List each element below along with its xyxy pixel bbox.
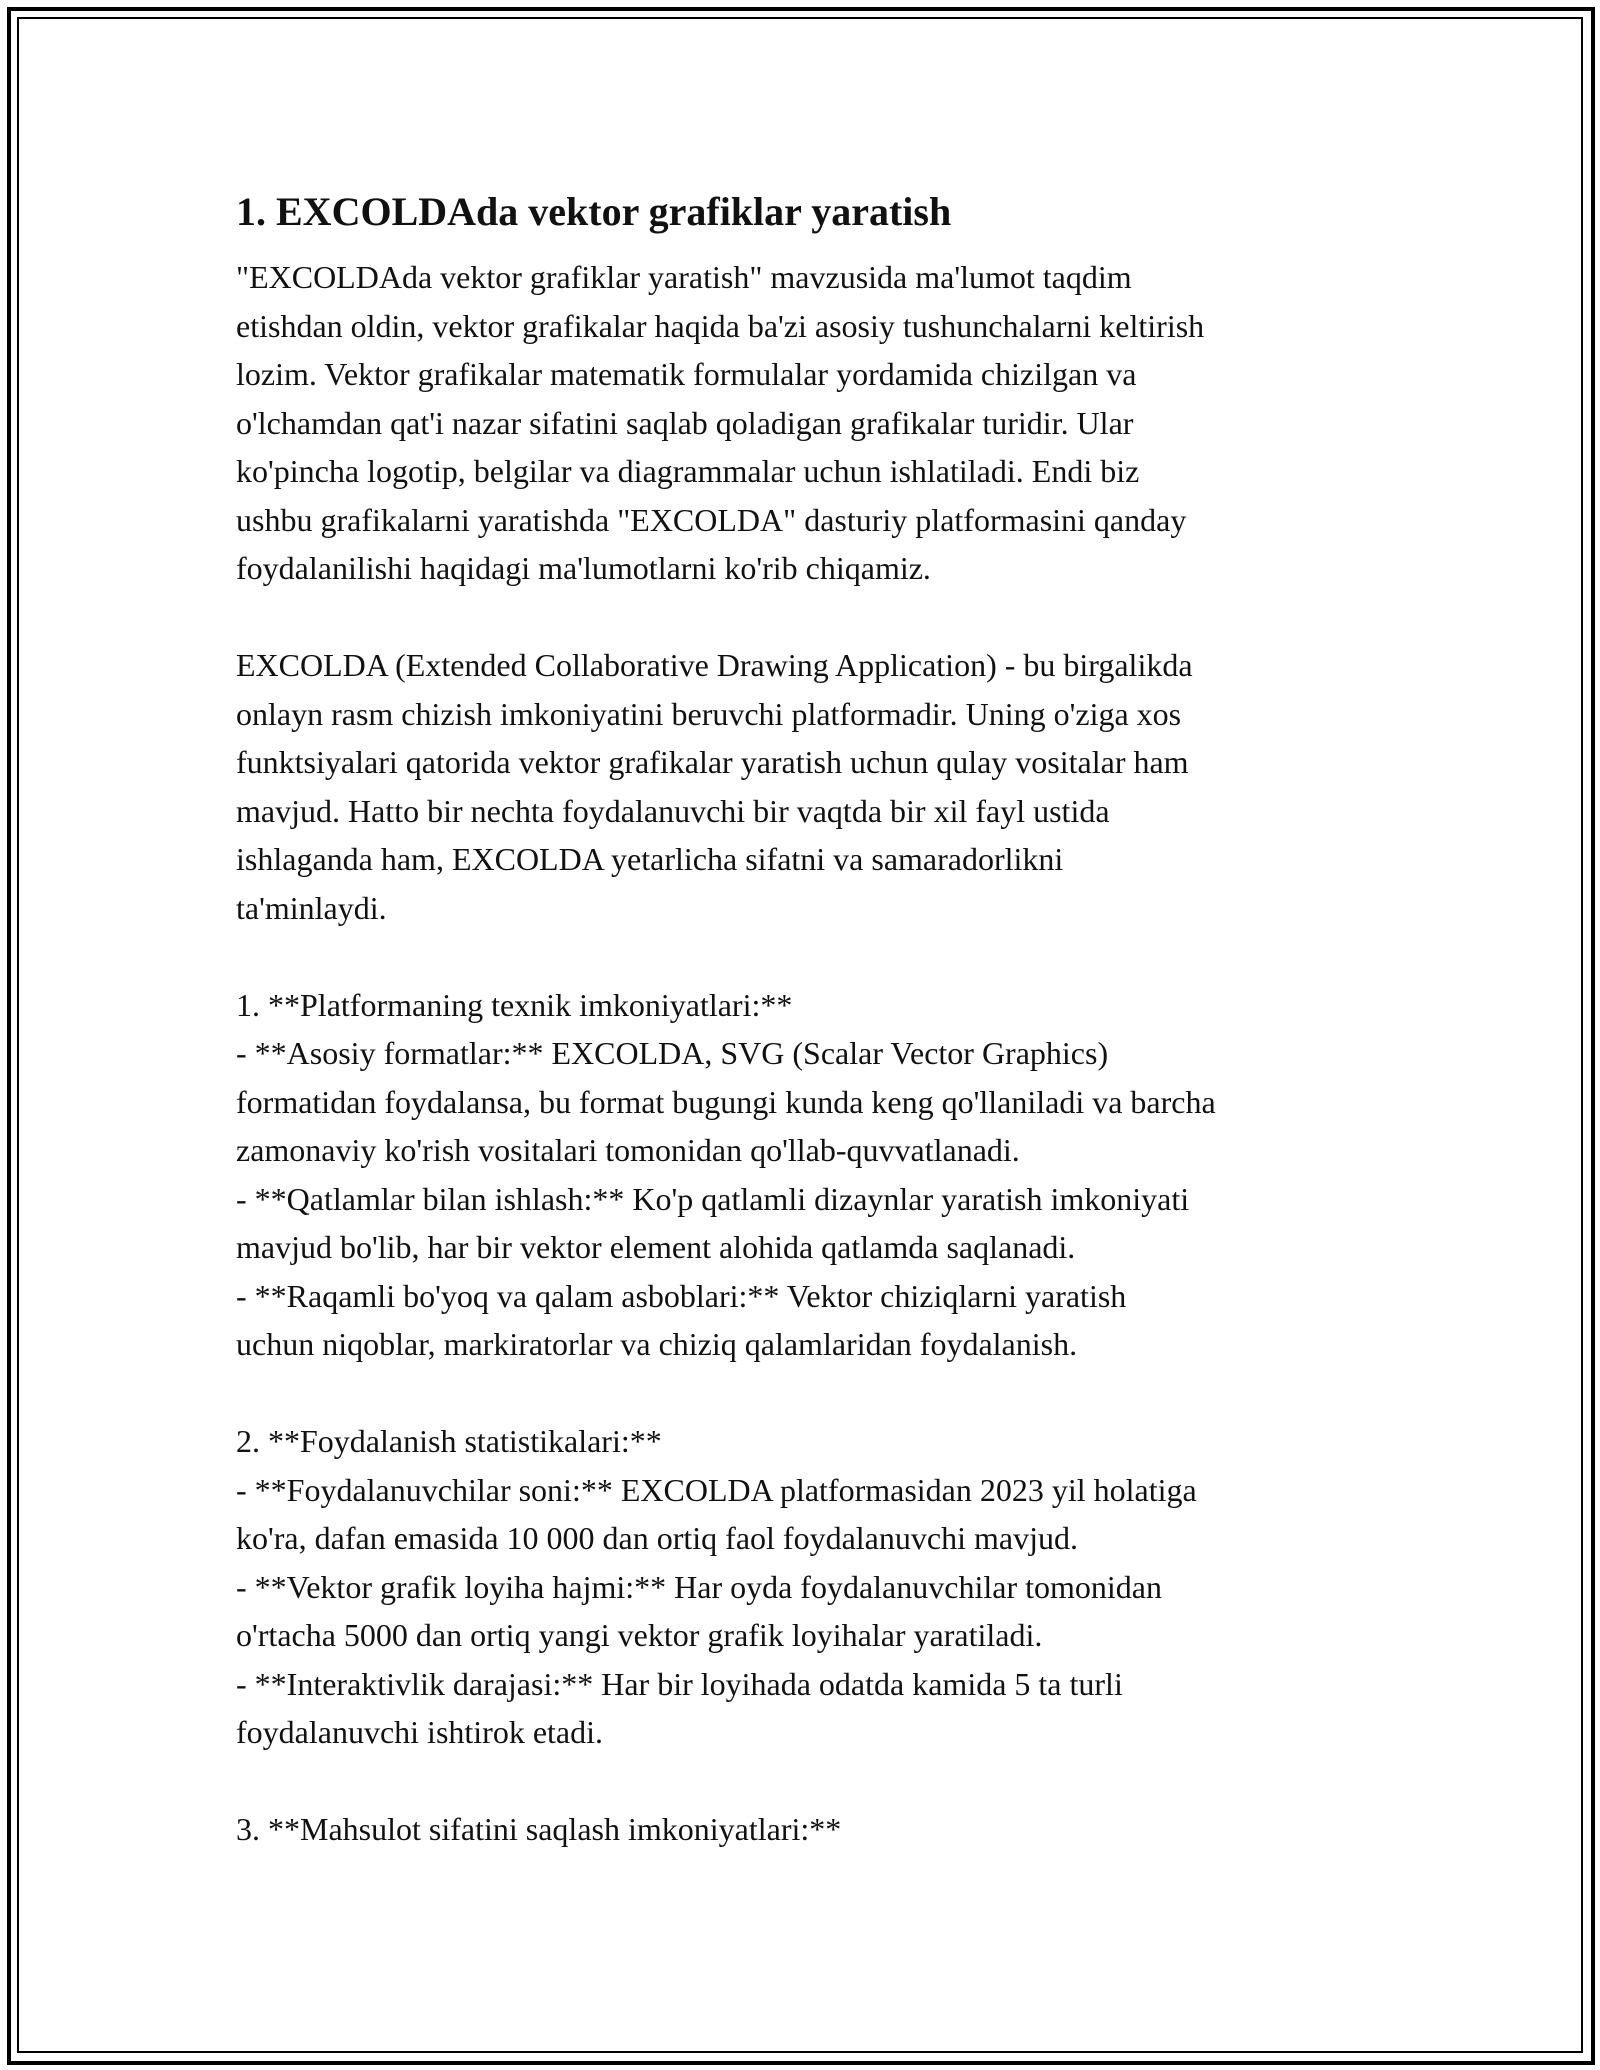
paragraph-gap: [236, 593, 1386, 642]
section-quality-preservation: 3. **Mahsulot sifatini saqlash imkoniyatlari:**: [236, 1811, 842, 1847]
paragraph-excolda-definition: EXCOLDA (Extended Collaborative Drawing Application) - bu birgalikda onlayn rasm chizish imkoniyatini beruvchi platformadir. Uning o'ziga xos funktsiyalari qatorida vektor grafikalar yaratish uchun qulay vositalar ham mavjud. Hatto bir nechta foydalanuvchi bir vaqtda bir xil fayl ustida ishlaganda ham, EXCOLDA yetarlicha sifatni va samaradorlikni ta'minlaydi.: [236, 647, 1193, 926]
paragraph-intro: "EXCOLDAda vektor grafiklar yaratish" mavzusida ma'lumot taqdim etishdan oldin, vektor grafikalar haqida ba'zi asosiy tushunchalarni keltirish lozim. Vektor grafikalar matematik formulalar yordamida chizilgan va o'lchamdan qat'i nazar sifatini saqlab qoladigan grafikalar turidir. Ular ko'pincha logotip, belgilar va diagrammalar uchun ishlatiladi. Endi biz ushbu grafikalarni yaratishda "EXCOLDA" dasturiy platformasini qanday foydalanilishi haqidagi ma'lumotlarni ko'rib chiqamiz.: [236, 259, 1205, 586]
document-title: 1. EXCOLDAda vektor grafiklar yaratish: [236, 189, 952, 234]
paragraph-gap: [236, 932, 1386, 981]
paragraph-gap: [236, 1757, 1386, 1806]
document-body: [236, 183, 1386, 1854]
section-usage-statistics: 2. **Foydalanish statistikalari:** - **Foydalanuvchilar soni:** EXCOLDA platformasidan 2023 yil holatiga ko'ra, dafan emasida 10 000 dan ortiq faol foydalanuvchi mavjud. - **Vektor grafik loyiha hajmi:** Har oyda foydalanuvchilar tomonidan o'rtacha 5000 dan ortiq yangi vektor grafik loyihalar yaratiladi. - **Interaktivlik darajasi:** Har bir loyihada odatda kamida 5 ta turli foydalanuvchi ishtirok etadi.: [236, 1423, 1197, 1750]
paragraph-gap: [236, 1369, 1386, 1418]
section-technical-capabilities: 1. **Platformaning texnik imkoniyatlari:** - **Asosiy formatlar:** EXCOLDA, SVG (Scalar Vector Graphics) formatidan foydalansa, bu format bugungi kunda keng qo'llaniladi va barcha zamonaviy ko'rish vositalari tomonidan qo'llab-quvvatlanadi. - **Qatlamlar bilan ishlash:** Ko'p qatlamli dizaynlar yaratish imkoniyati mavjud bo'lib, har bir vektor element alohida qatlamda saqlanadi. - **Raqamli bo'yoq va qalam asboblari:** Vektor chiziqlarni yaratish uchun niqoblar, markiratorlar va chiziq qalamlaridan foydalanish.: [236, 986, 1216, 1362]
